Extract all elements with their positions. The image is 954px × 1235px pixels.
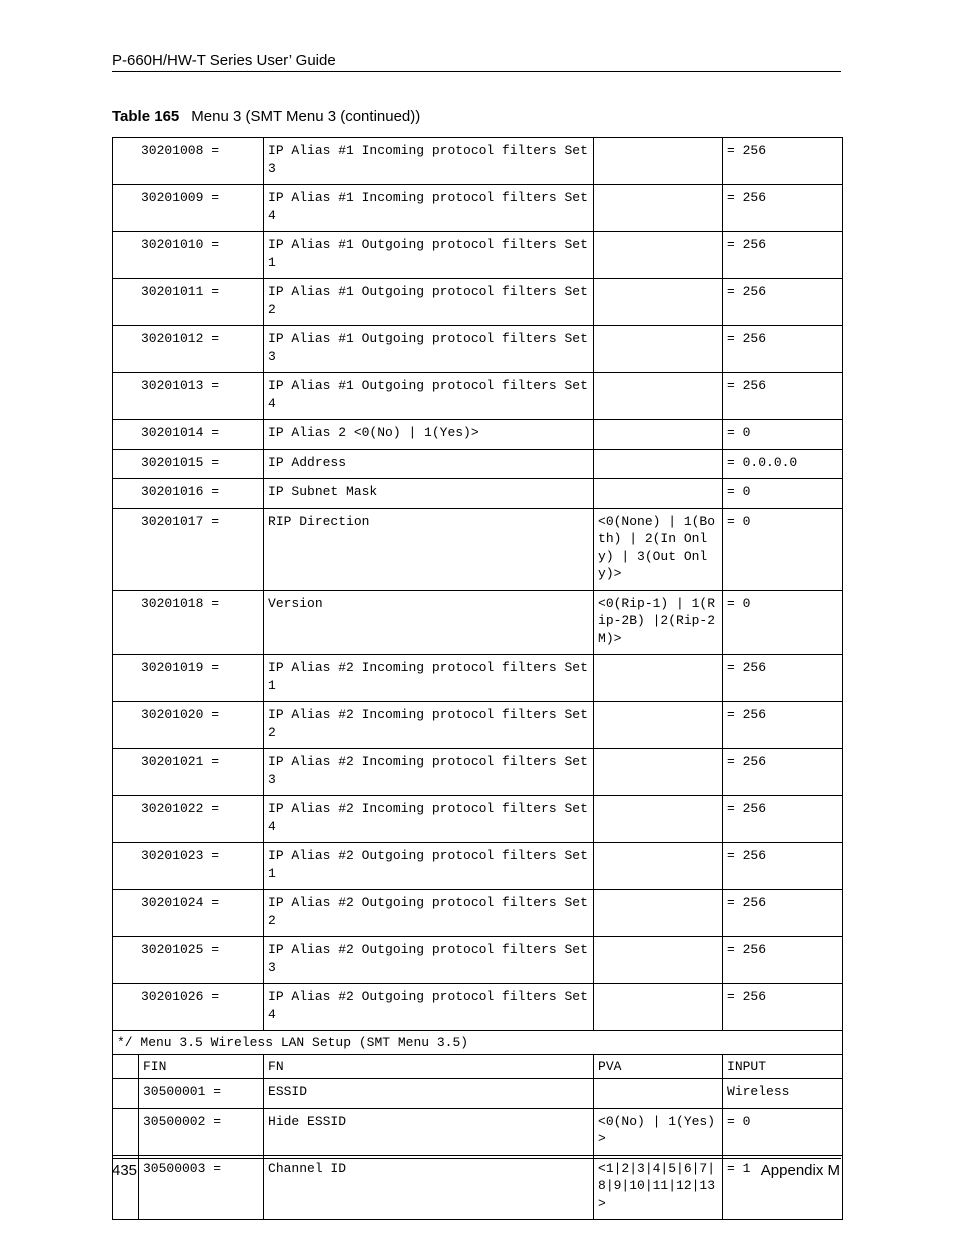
cell-fin: 30201025 = bbox=[113, 937, 264, 984]
cell-input: = 256 bbox=[723, 702, 843, 749]
cell-fin: 30201012 = bbox=[113, 326, 264, 373]
table-row bbox=[113, 479, 843, 509]
cell-fin: 30201013 = bbox=[113, 373, 264, 420]
document-header-title: P-660H/HW-T Series User’ Guide bbox=[112, 52, 336, 69]
cell-pva: <0(Rip-1) | 1(Rip-2B) |2(Rip-2M)> bbox=[594, 590, 723, 655]
section-header-row bbox=[113, 1031, 843, 1055]
cell-fn: Hide ESSID bbox=[264, 1108, 594, 1155]
cell-fin: 30201023 = bbox=[113, 843, 264, 890]
cell-fn: IP Alias #2 Incoming protocol filters Set 2 bbox=[264, 702, 594, 749]
cell-input: = 256 bbox=[723, 326, 843, 373]
row-spacer-cell bbox=[113, 1108, 139, 1155]
cell-pva bbox=[594, 655, 723, 702]
cell-fn: IP Alias #2 Incoming protocol filters Set 1 bbox=[264, 655, 594, 702]
cell-pva bbox=[594, 373, 723, 420]
cell-fn: IP Alias 2 <0(No) | 1(Yes)> bbox=[264, 420, 594, 450]
cell-input: = 256 bbox=[723, 655, 843, 702]
cell-fin: 30201015 = bbox=[113, 449, 264, 479]
cell-fn: IP Alias #2 Outgoing protocol filters Set 4 bbox=[264, 984, 594, 1031]
cell-fin: 30201020 = bbox=[113, 702, 264, 749]
cell-pva bbox=[594, 984, 723, 1031]
cell-fn: IP Alias #1 Outgoing protocol filters Set 2 bbox=[264, 279, 594, 326]
table-row bbox=[113, 796, 843, 843]
header-divider bbox=[112, 71, 841, 72]
table-row bbox=[113, 702, 843, 749]
table-row bbox=[113, 1108, 843, 1155]
cell-pva bbox=[594, 890, 723, 937]
cell-pva bbox=[594, 1079, 723, 1109]
cell-fin: 30201011 = bbox=[113, 279, 264, 326]
cell-fn: IP Address bbox=[264, 449, 594, 479]
cell-input: = 256 bbox=[723, 937, 843, 984]
cell-pva bbox=[594, 843, 723, 890]
column-header-fin: FIN bbox=[139, 1054, 264, 1079]
table-row bbox=[113, 279, 843, 326]
table-row bbox=[113, 138, 843, 185]
table-row bbox=[113, 890, 843, 937]
cell-input: = 0 bbox=[723, 1108, 843, 1155]
cell-pva: <0(No) | 1(Yes)> bbox=[594, 1108, 723, 1155]
page-number: 435 bbox=[112, 1162, 138, 1179]
table-body-continued bbox=[113, 138, 843, 1031]
cell-pva bbox=[594, 326, 723, 373]
cell-fin: 30201024 = bbox=[113, 890, 264, 937]
table-row bbox=[113, 937, 843, 984]
cell-input: = 0 bbox=[723, 479, 843, 509]
table-row bbox=[113, 655, 843, 702]
table-row bbox=[113, 590, 843, 655]
cell-input: = 256 bbox=[723, 373, 843, 420]
cell-fin: 30201014 = bbox=[113, 420, 264, 450]
cell-fin: 30201026 = bbox=[113, 984, 264, 1031]
cell-fin: 30201016 = bbox=[113, 479, 264, 509]
table-caption-title: Menu 3 (SMT Menu 3 (continued)) bbox=[191, 108, 421, 125]
cell-pva bbox=[594, 232, 723, 279]
cell-pva bbox=[594, 749, 723, 796]
cell-pva bbox=[594, 185, 723, 232]
column-header-input: INPUT bbox=[723, 1054, 843, 1079]
column-header-row bbox=[113, 1054, 843, 1079]
cell-fn: IP Alias #2 Outgoing protocol filters Set 1 bbox=[264, 843, 594, 890]
cell-pva: <1|2|3|4|5|6|7|8|9|10|11|12|13> bbox=[594, 1155, 723, 1220]
cell-input: = 256 bbox=[723, 843, 843, 890]
cell-input: = 0 bbox=[723, 508, 843, 590]
table-body-wireless bbox=[113, 1079, 843, 1220]
cell-fin: 30500001 = bbox=[139, 1079, 264, 1109]
cell-pva bbox=[594, 937, 723, 984]
cell-fin: 30201008 = bbox=[113, 138, 264, 185]
row-spacer-cell bbox=[113, 1079, 139, 1109]
table-section-wireless bbox=[113, 1031, 843, 1079]
cell-input: = 1 bbox=[723, 1155, 843, 1220]
cell-fn: IP Alias #1 Incoming protocol filters Set 4 bbox=[264, 185, 594, 232]
column-header-fn: FN bbox=[264, 1054, 594, 1079]
cell-fn: ESSID bbox=[264, 1079, 594, 1109]
cell-fn: IP Alias #2 Incoming protocol filters Set 3 bbox=[264, 749, 594, 796]
table-row bbox=[113, 843, 843, 890]
column-header-pva: PVA bbox=[594, 1054, 723, 1079]
cell-fn: Channel ID bbox=[264, 1155, 594, 1220]
footer-divider bbox=[112, 1158, 841, 1159]
cell-input: = 256 bbox=[723, 749, 843, 796]
cell-pva bbox=[594, 420, 723, 450]
cell-fn: IP Alias #2 Incoming protocol filters Set 4 bbox=[264, 796, 594, 843]
table-row bbox=[113, 420, 843, 450]
table-row bbox=[113, 185, 843, 232]
table-row bbox=[113, 749, 843, 796]
cell-input: = 256 bbox=[723, 138, 843, 185]
cell-pva bbox=[594, 449, 723, 479]
cell-fin: 30201018 = bbox=[113, 590, 264, 655]
cell-fin: 30500002 = bbox=[139, 1108, 264, 1155]
cell-fin: 30201022 = bbox=[113, 796, 264, 843]
cell-fin: 30201019 = bbox=[113, 655, 264, 702]
section-header-cell: */ Menu 3.5 Wireless LAN Setup (SMT Menu 3.5) bbox=[113, 1031, 843, 1055]
cell-input: = 256 bbox=[723, 279, 843, 326]
cell-fn: Version bbox=[264, 590, 594, 655]
footer-section-name: Appendix M bbox=[760, 1162, 840, 1179]
cell-fn: IP Alias #2 Outgoing protocol filters Set 3 bbox=[264, 937, 594, 984]
cell-fin: 30201021 = bbox=[113, 749, 264, 796]
cell-input: = 256 bbox=[723, 796, 843, 843]
cell-fin: 30500003 = bbox=[139, 1155, 264, 1220]
cell-input: = 256 bbox=[723, 232, 843, 279]
table-row bbox=[113, 1079, 843, 1109]
cell-input: = 0 bbox=[723, 420, 843, 450]
cell-fn: IP Alias #2 Outgoing protocol filters Set 2 bbox=[264, 890, 594, 937]
cell-input: = 256 bbox=[723, 185, 843, 232]
cell-pva bbox=[594, 279, 723, 326]
table-row bbox=[113, 508, 843, 590]
table-row bbox=[113, 232, 843, 279]
cell-fn: IP Alias #1 Outgoing protocol filters Set 4 bbox=[264, 373, 594, 420]
cell-pva bbox=[594, 138, 723, 185]
cell-input: = 256 bbox=[723, 984, 843, 1031]
cell-input: = 0.0.0.0 bbox=[723, 449, 843, 479]
column-header-spacer bbox=[113, 1054, 139, 1079]
table-row bbox=[113, 373, 843, 420]
cell-pva: <0(None) | 1(Both) | 2(In Only) | 3(Out Only)> bbox=[594, 508, 723, 590]
cell-fn: IP Alias #1 Outgoing protocol filters Set 1 bbox=[264, 232, 594, 279]
table-caption bbox=[112, 108, 420, 125]
cell-input: = 256 bbox=[723, 890, 843, 937]
cell-fn: RIP Direction bbox=[264, 508, 594, 590]
cell-fin: 30201010 = bbox=[113, 232, 264, 279]
cell-fn: IP Alias #1 Incoming protocol filters Set 3 bbox=[264, 138, 594, 185]
cell-input: = 0 bbox=[723, 590, 843, 655]
table-row bbox=[113, 984, 843, 1031]
table-caption-label: Table 165 bbox=[112, 108, 180, 125]
table-row bbox=[113, 326, 843, 373]
smt-menu-table bbox=[112, 137, 843, 1220]
cell-fn: IP Alias #1 Outgoing protocol filters Set 3 bbox=[264, 326, 594, 373]
cell-pva bbox=[594, 702, 723, 749]
table-row bbox=[113, 449, 843, 479]
cell-pva bbox=[594, 479, 723, 509]
cell-input: Wireless bbox=[723, 1079, 843, 1109]
cell-fn: IP Subnet Mask bbox=[264, 479, 594, 509]
table-row bbox=[113, 1155, 843, 1220]
cell-pva bbox=[594, 796, 723, 843]
cell-fin: 30201017 = bbox=[113, 508, 264, 590]
cell-fin: 30201009 = bbox=[113, 185, 264, 232]
